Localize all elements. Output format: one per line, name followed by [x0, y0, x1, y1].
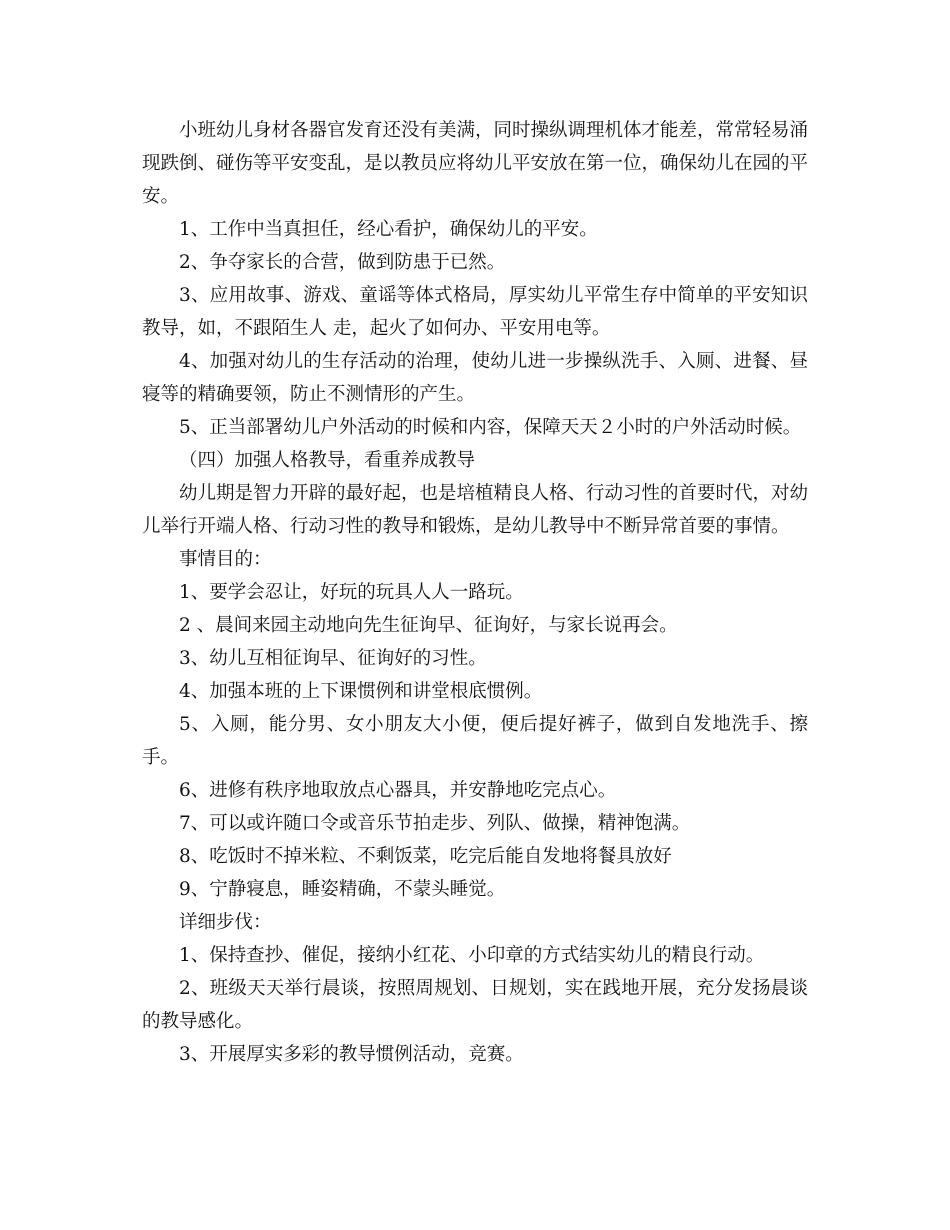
section-heading-character-education: （四）加强人格教导，看重养成教导: [179, 450, 476, 471]
paragraph-goal-item-7: 7、可以或许随口令或音乐节拍走步、列队、做操，精神饱满。: [179, 813, 691, 834]
paragraph-character-intro: 幼儿期是智力开辟的最好起，也是培植精良人格、行动习性的首要时代，对幼儿举行开端人格、行动习性的教导和锻炼，是幼儿教导中不断异常首要的事情。: [142, 483, 809, 537]
paragraph-step-item-1: 1、保持查抄、催促，接纳小红花、小印章的方式结实幼儿的精良行动。: [179, 945, 765, 966]
paragraph-goal-item-4: 4、加强本班的上下课惯例和讲堂根底惯例。: [179, 681, 543, 702]
paragraph-goal-item-5: 5、入厕，能分男、女小朋友大小便，便后提好裤子，做到自发地洗手、擦手。: [142, 714, 808, 768]
paragraph-goal-item-1: 1、要学会忍让，好玩的玩具人人一路玩。: [179, 582, 524, 603]
paragraph-safety-item-5: 5、正当部署幼儿户外活动的时候和内容，保障天天２小时的户外活动时候。: [179, 417, 802, 438]
paragraph-step-item-2: 2、班级天天举行晨谈，按照周规划、日规划，实在践地开展，充分发扬晨谈的教导感化。: [142, 978, 808, 1032]
document-body: [142, 114, 808, 1071]
paragraph-goal-item-2: 2 、晨间来园主动地向先生征询早、征询好，与家长说再会。: [179, 615, 678, 636]
paragraph-step-item-3: 3、开展厚实多彩的教导惯例活动，竞赛。: [179, 1044, 524, 1065]
paragraph-safety-item-3: 3、应用故事、游戏、童谣等体式格局，厚实幼儿平常生存中简单的平安知识教导，如，不跟陌生人 走，起火了如何办、平安用电等。: [142, 285, 808, 339]
subheading-goals: 事情目的：: [179, 549, 272, 570]
paragraph-goal-item-3: 3、幼儿互相征询早、征询好的习性。: [179, 648, 487, 669]
paragraph-goal-item-6: 6、进修有秩序地取放点心器具，并安静地吃完点心。: [179, 780, 617, 801]
paragraph-safety-item-2: 2、争夺家长的合营，做到防患于已然。: [179, 252, 506, 273]
subheading-steps: 详细步伐：: [179, 912, 272, 933]
paragraph-goal-item-9: 9、宁静寝息，睡姿精确，不蒙头睡觉。: [179, 879, 506, 900]
paragraph-safety-item-1: 1、工作中当真担任，经心看护，确保幼儿的平安。: [179, 219, 598, 240]
paragraph-safety-item-4: 4、加强对幼儿的生存活动的治理，使幼儿进一步操纵洗手、入厕、进餐、昼寝等的精确要领，防止不测情形的产生。: [142, 351, 808, 405]
paragraph-safety-intro: 小班幼儿身材各器官发育还没有美满，同时操纵调理机体才能差，常常轻易涌现跌倒、碰伤等平安变乱，是以教员应将幼儿平安放在第一位，确保幼儿在园的平安。: [142, 120, 809, 207]
paragraph-goal-item-8: 8、吃饭时不掉米粒、不剩饭菜，吃完后能自发地将餐具放好: [179, 846, 672, 867]
